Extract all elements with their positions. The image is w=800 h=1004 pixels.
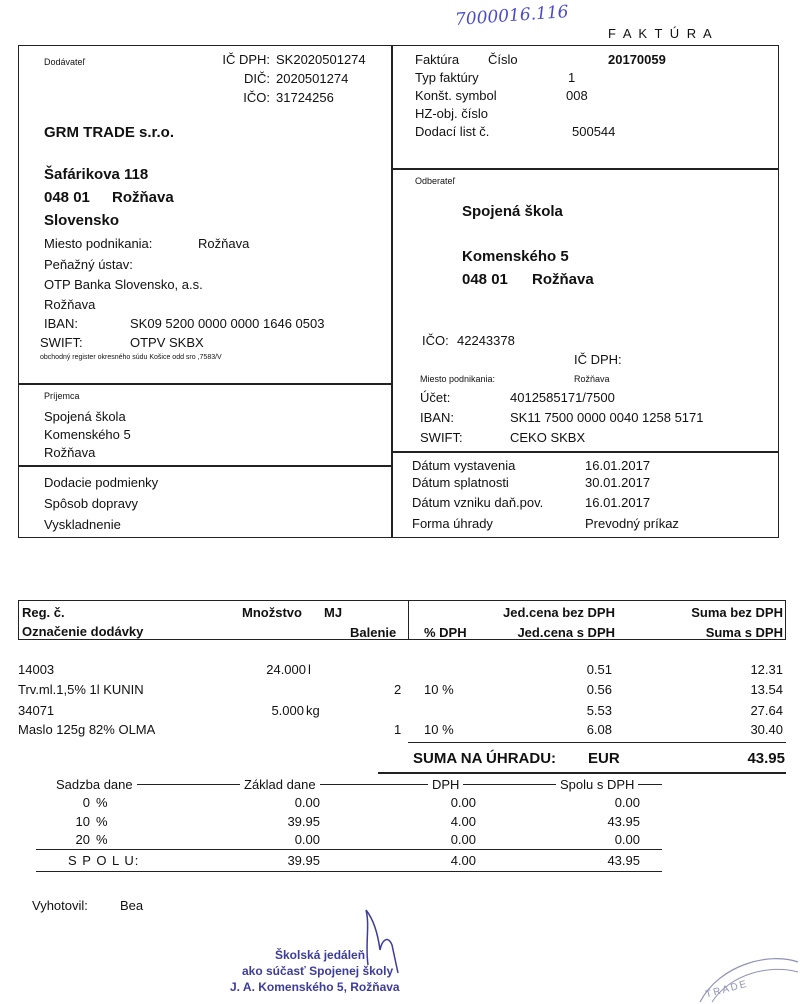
item-reg: 34071 (18, 703, 55, 718)
col-mj: MJ (324, 605, 343, 620)
vat-pct: % (96, 814, 108, 829)
total-amount: 43.95 (747, 750, 785, 767)
col-unit-vat: Jed.cena s DPH (517, 625, 615, 640)
supplier-name: GRM TRADE s.r.o. (44, 124, 175, 141)
item-name: Maslo 125g 82% OLMA (18, 722, 156, 737)
col-sum-no-vat: Suma bez DPH (691, 605, 783, 620)
supplier-bank: OTP Banka Slovensko, a.s. (44, 277, 203, 292)
supplier-place: Rožňava (198, 236, 250, 251)
vat-rate: 10 (75, 814, 90, 829)
supplier-city: Rožňava (112, 189, 174, 206)
item-unit-no-vat: 0.51 (586, 662, 612, 677)
header-divider (408, 600, 409, 640)
vat-base: 39.95 (287, 814, 320, 829)
customer-icdph-label: IČ DPH: (574, 352, 622, 367)
supplier-dic: 2020501274 (276, 71, 349, 86)
total-top-line (408, 742, 786, 743)
item-sum-vat: 30.40 (750, 722, 783, 737)
date-issue: 16.01.2017 (585, 458, 651, 473)
item-pack: 2 (394, 682, 402, 697)
date-issue-label: Dátum vystavenia (412, 458, 516, 473)
vat-vat: 0.00 (450, 832, 476, 847)
customer-place-label: Miesto podnikania: (420, 374, 496, 384)
customer-ico-label: IČO: (422, 333, 449, 348)
vat-total: 0.00 (614, 832, 640, 847)
item-reg: 14003 (18, 662, 55, 677)
payment-method: Prevodný príkaz (585, 516, 679, 531)
vat-h-vat: DPH (428, 777, 463, 792)
customer-ico: 42243378 (457, 333, 515, 348)
item-unit-vat: 0.56 (586, 682, 612, 697)
supplier-dic-label: DIČ: (244, 71, 270, 86)
vat-rate: 0 (82, 795, 90, 810)
item-name: Trv.ml.1,5% 1l KUNIN (18, 682, 144, 697)
vat-total: 43.95 (607, 814, 640, 829)
supplier-ico-label: IČO: (243, 90, 270, 105)
supplier-swift-label: SWIFT: (40, 335, 83, 350)
stamp-line-1: Školská jedáleň (275, 948, 366, 962)
issued-by-label: Vyhotovil: (32, 898, 88, 913)
vat-h-base: Základ dane (240, 777, 320, 792)
invoice-number: 20170059 (608, 52, 666, 67)
customer-ucet: 4012585171/7500 (510, 390, 615, 405)
supplier-iban-label: IBAN: (44, 316, 78, 331)
col-qty: Množstvo (242, 605, 302, 620)
recipient-name: Spojená škola (44, 409, 126, 424)
vat-h-total: Spolu s DPH (556, 777, 638, 792)
vat-base: 0.00 (294, 832, 320, 847)
supplier-register-note: obchodný register okresného súdu Košice odd sro ,7583/V (40, 354, 222, 361)
customer-place: Rožňava (574, 374, 610, 384)
vat-sum-label: S P O L U: (68, 853, 140, 868)
total-label: SUMA NA ÚHRADU: (413, 750, 557, 767)
date-due-label: Dátum splatnosti (412, 475, 509, 490)
vat-h-rate: Sadzba dane (56, 777, 137, 792)
customer-iban-label: IBAN: (420, 410, 454, 425)
col-reg: Reg. č. (22, 605, 65, 620)
supplier-ico: 31724256 (276, 90, 334, 105)
recipient-label: Príjemca (44, 391, 80, 401)
payment-method-label: Forma úhrady (412, 516, 493, 531)
item-pack: 1 (394, 722, 402, 737)
item-sum-no-vat: 27.64 (750, 703, 783, 718)
item-qty: 24.000 (266, 662, 306, 677)
issued-by: Bea (120, 898, 144, 913)
doc-title: F A K T Ú R A (608, 26, 714, 41)
recipient-street: Komenského 5 (44, 427, 131, 442)
col-pack: Balenie (350, 625, 397, 640)
supplier-swift: OTPV SKBX (130, 335, 204, 350)
vat-sum-line-bottom (36, 871, 662, 872)
vat-vat: 4.00 (450, 814, 476, 829)
stamp-line-2: ako súčasť Spojenej školy (242, 964, 394, 978)
supplier-bank-label: Peňažný ústav: (44, 257, 133, 272)
customer-street: Komenského 5 (462, 248, 569, 265)
item-sum-no-vat: 12.31 (750, 662, 783, 677)
supplier-place-label: Miesto podnikania: (44, 236, 153, 251)
supplier-iban: SK09 5200 0000 0000 1646 0503 (130, 316, 325, 331)
item-qty: 5.000 (271, 703, 304, 718)
vat-total: 0.00 (614, 795, 640, 810)
supplier-label: Dodávateľ (44, 57, 86, 67)
col-vat: % DPH (424, 625, 467, 640)
invoice-dodaci-label: Dodací list č. (415, 124, 490, 139)
customer-city: Rožňava (532, 271, 594, 288)
invoice-hz-label: HZ-obj. číslo (415, 106, 488, 121)
total-bottom-line (378, 772, 786, 774)
supplier-icdph-label: IČ DPH: (222, 52, 270, 67)
delivery-conditions: Dodacie podmienky (44, 475, 159, 490)
date-due: 30.01.2017 (585, 475, 651, 490)
supplier-bank-city: Rožňava (44, 297, 96, 312)
item-mj: l (308, 662, 311, 677)
supplier-icdph: SK2020501274 (276, 52, 366, 67)
customer-name: Spojená škola (462, 203, 563, 220)
invoice-type: 1 (568, 70, 576, 85)
item-mj: kg (306, 703, 320, 718)
vat-sum-total: 43.95 (607, 853, 640, 868)
customer-label: Odberateľ (415, 176, 456, 186)
customer-iban: SK11 7500 0000 0040 1258 5171 (510, 410, 704, 425)
supplier-postal: 048 01 (44, 189, 90, 206)
item-vat: 10 % (424, 722, 454, 737)
customer-postal: 048 01 (462, 271, 508, 288)
date-tax: 16.01.2017 (585, 495, 651, 510)
item-sum-vat: 13.54 (750, 682, 783, 697)
col-name: Označenie dodávky (22, 624, 144, 639)
vat-base: 0.00 (294, 795, 320, 810)
vat-pct: % (96, 795, 108, 810)
date-tax-label: Dátum vzniku daň.pov. (412, 495, 544, 510)
invoice-cislo-label: Číslo (488, 52, 518, 67)
col-unit-no-vat: Jed.cena bez DPH (503, 605, 615, 620)
invoice-dodaci: 500544 (572, 124, 616, 139)
invoice-konst: 008 (566, 88, 588, 103)
invoice-faktura-label: Faktúra (415, 52, 460, 67)
vat-pct: % (96, 832, 108, 847)
supplier-country: Slovensko (44, 212, 120, 229)
vat-vat: 0.00 (450, 795, 476, 810)
partial-stamp-text: TRADE (704, 978, 750, 1001)
delivery-transport: Spôsob dopravy (44, 496, 138, 511)
vat-rate: 20 (75, 832, 90, 847)
customer-swift-label: SWIFT: (420, 430, 463, 445)
customer-swift: CEKO SKBX (510, 430, 586, 445)
item-unit-vat: 6.08 (586, 722, 612, 737)
item-vat: 10 % (424, 682, 454, 697)
vat-sum-base: 39.95 (287, 853, 320, 868)
supplier-street: Šafárikova 118 (44, 166, 149, 183)
invoice-type-label: Typ faktúry (415, 70, 479, 85)
stamp-line-3: J. A. Komenského 5, Rožňava (230, 980, 400, 994)
vat-sum-line-top (36, 849, 662, 850)
vat-sum-vat: 4.00 (450, 853, 476, 868)
customer-ucet-label: Účet: (420, 390, 451, 405)
total-currency: EUR (588, 750, 620, 767)
delivery-warehouse: Vyskladnenie (44, 517, 121, 532)
col-sum-vat: Suma s DPH (705, 625, 783, 640)
invoice-konst-label: Konšt. symbol (415, 88, 497, 103)
item-unit-no-vat: 5.53 (586, 703, 612, 718)
handwritten-note: 7000016.116 (454, 2, 570, 30)
recipient-city: Rožňava (44, 445, 96, 460)
